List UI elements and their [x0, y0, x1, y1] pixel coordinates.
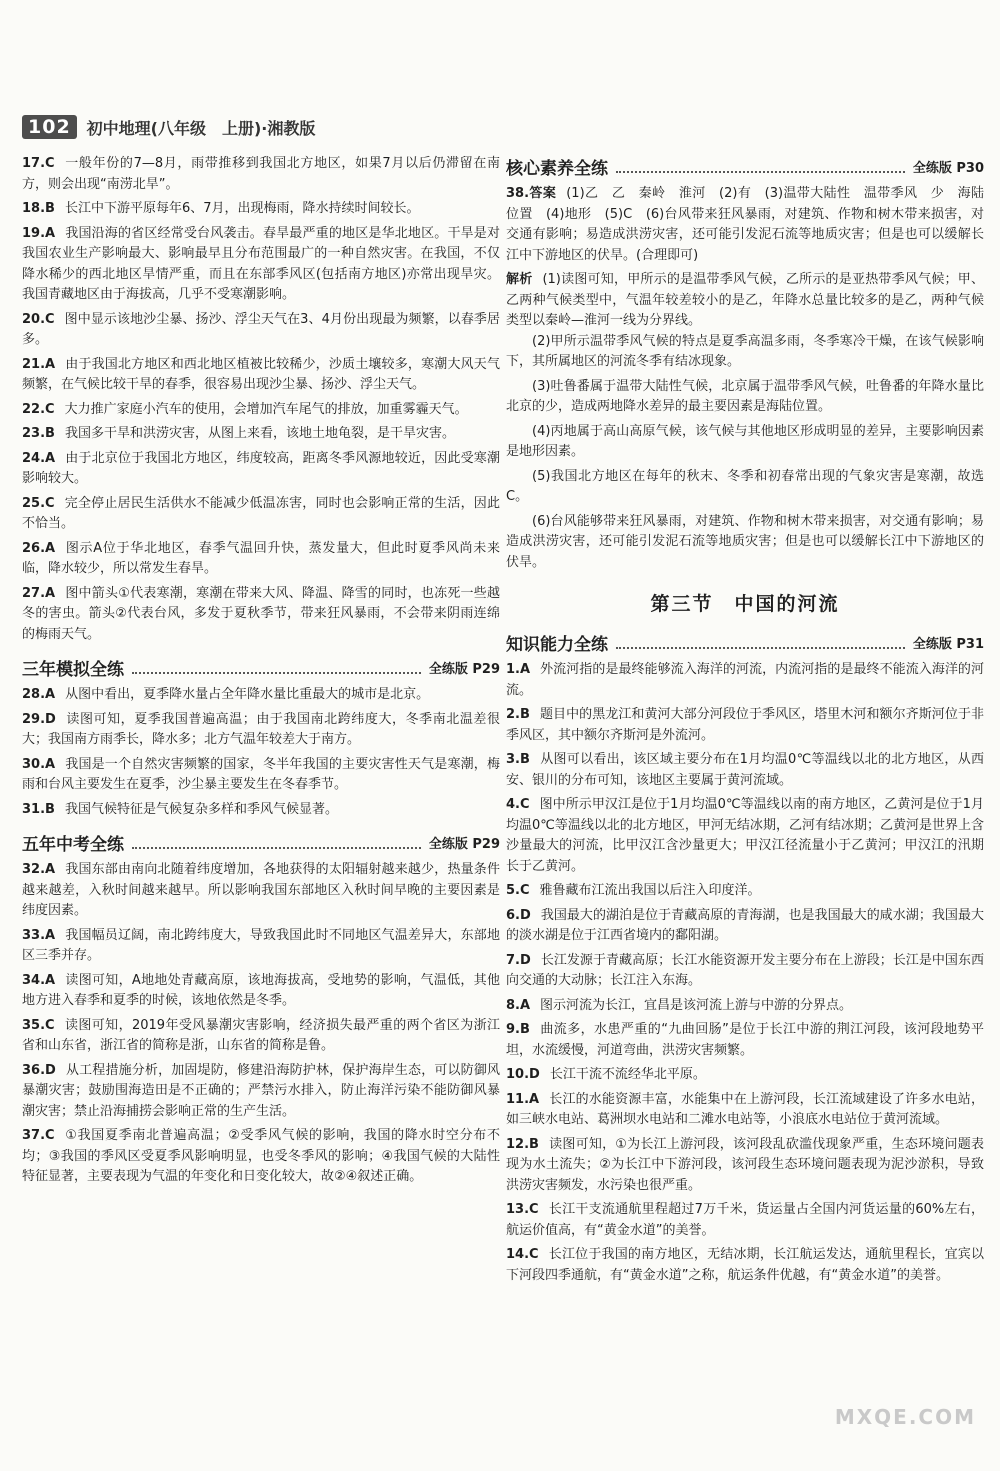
section-header-five-year: [22, 830, 500, 854]
section-title: 核心素养全练: [506, 158, 608, 179]
answer-list-b: [22, 685, 500, 820]
answer-item: [506, 996, 984, 1017]
question-number: 35.C: [22, 1017, 55, 1033]
answer-text: 我国多干旱和洪涝灾害，从图上来看，该地土地龟裂，是干旱灾害。: [64, 426, 455, 441]
page-header: [22, 110, 315, 144]
answer-text: 从工程措施分析，加固堤防，修建沿海防护林，保护海岸生态，可以防御风暴潮灾害；鼓励围海造田是不正确的；严禁污水排入，防止海洋污染不能防御风暴潮灾害；禁止沿海捕捞会影响正常的生产生活。: [22, 1062, 500, 1119]
question-number: 13.C: [506, 1202, 539, 1217]
answer-text: 我国东部由南向北随着纬度增加，各地获得的太阳辐射越来越少，热量条件越来越差，入秋时间越来越早。所以影响我国东部地区入秋时间早晚的主要因素是纬度因素。: [22, 862, 500, 918]
question-number: 37.C: [22, 1128, 55, 1143]
answer-item: [22, 584, 500, 646]
question-number: 28.A: [22, 687, 56, 702]
answer-item: [22, 755, 500, 796]
question-number: 38.答案: [506, 186, 557, 201]
answer-text: 图中显示该地沙尘暴、扬沙、浮尘天气在3、4月份出现最为频繁，以春季居多。: [22, 311, 500, 347]
section-ref: 全练版 P29: [428, 836, 500, 852]
section-title: 三年模拟全练: [22, 659, 124, 680]
left-column: [22, 154, 500, 1192]
answer-text: 曲流多，水患严重的“九曲回肠”是位于长江中游的荆江河段，该河段地势平坦，水流缓慢，河道弯曲，洪涝灾害频繁。: [506, 1022, 984, 1058]
right-column: [506, 154, 984, 1290]
question-number: 18.B: [22, 201, 55, 216]
question-number: 24.A: [22, 450, 56, 466]
question-number: 29.D: [22, 711, 56, 727]
answer-text: 图示A位于华北地区，春季气温回升快，蒸发量大，但此时夏季风尚未来临，降水较少，所以常发生春旱。: [22, 540, 500, 576]
dotted-leader: [132, 661, 421, 674]
answer-text: 由于北京位于我国北方地区，纬度较高，距离冬季风源地较近，因此受寒潮影响较大。: [22, 450, 500, 486]
question-number: 1.A: [506, 662, 531, 677]
section-header-three-year: [22, 655, 500, 679]
answer-text: 长江位于我国的南方地区，无结冰期，长江航运发达，通航里程长，宜宾以下河段四季通航，有“黄金水道”之称，航运条件优越，有“黄金水道”的美誉。: [506, 1247, 984, 1283]
question-number: 34.A: [22, 972, 56, 988]
question-number: 31.B: [22, 801, 55, 817]
answer-text: 我国是一个自然灾害频繁的国家，冬半年我国的主要灾害性天气是寒潮，梅雨和台风主要发生在夏季，沙尘暴主要发生在冬春季节。: [22, 756, 500, 792]
answer-item: [22, 710, 500, 751]
section-ref: 全练版 P30: [912, 160, 984, 176]
answer-text: 我国幅员辽阔，南北跨纬度大，导致我国此时不同地区气温差异大，东部地区三季并存。: [22, 927, 500, 963]
answer-item: [506, 951, 984, 992]
question-number: 2.B: [506, 707, 530, 722]
answer-text: (1)乙 乙 秦岭 淮河 (2)有 (3)温带大陆性 温带季风 少 海陆位置 (4)地形 (5)C (6)台风带来狂风暴雨，对建筑、作物和树木带来损害，对交通有影响；易造成洪涝灾害，还可能引发泥石流等地质灾害；但是也可以缓解长江中下游地区的伏旱。(合理即可): [506, 186, 985, 263]
answer-item: [22, 685, 500, 706]
answer-item: [506, 906, 984, 947]
question-number: 7.D: [506, 952, 531, 968]
answer-item: [22, 1016, 500, 1057]
answer-item: [506, 750, 984, 791]
question-number: 27.A: [22, 585, 56, 601]
answer-text: 图中箭头①代表寒潮，寒潮在带来大风、降温、降雪的同时，也冻死一些越冬的害虫。箭头②代表台风，多发于夏秋季节，带来狂风暴雨，不会带来阴雨连绵的梅雨天气。: [22, 585, 500, 642]
book-title: 初中地理(八年级 上册)·湘教版: [86, 118, 316, 138]
question-number: 12.B: [506, 1136, 539, 1152]
answer-item: [506, 705, 984, 746]
question-number: 3.B: [506, 752, 530, 767]
answer-text: 大力推广家庭小汽车的使用，会增加汽车尾气的排放，加重雾霾天气。: [64, 401, 468, 417]
analysis-para: (3)吐鲁番属于温带大陆性气候，北京属于温带季风气候，吐鲁番的年降水量比北京的少，造成两地降水差异的最主要因素是海陆位置。: [506, 378, 984, 414]
answer-text: 长江中下游平原每年6、7月，出现梅雨，降水持续时间较长。: [64, 201, 420, 216]
dotted-leader: [132, 836, 421, 849]
question-number: 17.C: [22, 156, 55, 171]
answer-item: [22, 310, 500, 351]
answer-item: [506, 881, 984, 902]
q38-analysis-head: [506, 270, 984, 332]
question-number: 6.D: [506, 907, 531, 923]
answer-text: 读图可知，2019年受风暴潮灾害影响，经济损失最严重的两个省区为浙江省和山东省，浙江省的简称是浙，山东省的简称是鲁。: [22, 1017, 500, 1053]
answer-text: 雅鲁藏布江流出我国以后注入印度洋。: [539, 883, 761, 898]
answer-item: [22, 494, 500, 535]
answer-item: [506, 1135, 984, 1197]
answer-text: 图中所示甲汉江是位于1月均温0℃等温线以南的南方地区，乙黄河是位于1月均温0℃等温线以北的北方地区，甲河无结冰期，乙河有结冰期；乙黄河是世界上含沙量最大的河流，比甲汉江含沙量更大；甲汉江径流量小于乙黄河；甲汉江的汛期长于乙黄河。: [506, 797, 984, 874]
question-number: 26.A: [22, 540, 56, 556]
question-number: 5.C: [506, 883, 530, 898]
answer-item: [506, 1245, 984, 1286]
answer-item: [22, 424, 500, 445]
question-number: 8.A: [506, 997, 531, 1013]
answer-text: 外流河指的是最终能够流入海洋的河流，内流河指的是最终不能流入海洋的河流。: [506, 662, 984, 698]
answer-text: 长江干流不流经华北平原。: [549, 1067, 706, 1082]
dotted-leader: [616, 636, 905, 649]
answer-text: 长江的水能资源丰富，水能集中在上游河段，长江流域建设了许多水电站，如三峡水电站、葛洲坝水电站和二滩水电站等，小浪底水电站位于黄河流域。: [506, 1091, 984, 1127]
answer-item: [22, 154, 500, 195]
answer-item: [22, 1061, 500, 1123]
answer-text: 我国沿海的省区经常受台风袭击。春旱最严重的地区是华北地区。干旱是对我国农业生产影响最大、影响最早且分布范围最广的一种自然灾害。在我国，不仅降水稀少的西北地区旱情严重，而且在东部季风区(包括南方地区)亦常出现旱灾。我国青藏地区由于海拔高，几乎不受寒潮影响。: [22, 225, 500, 302]
analysis-para: (1)读图可知，甲所示的是温带季风气候，乙所示的是亚热带季风气候；甲、乙两种气候类型中，气温年较差较小的是乙，年降水总量比较多的是乙，两种气候类型以秦岭—淮河一线为分界线。: [506, 272, 984, 328]
section-header-core: [506, 154, 984, 178]
question-number: 33.A: [22, 927, 56, 943]
answer-text: 从图中看出，夏季降水量占全年降水量比重最大的城市是北京。: [65, 687, 430, 702]
analysis-para: (4)丙地属于高山高原气候，该气候与其他地区形成明显的差异，主要影响因素是地形因素。: [506, 423, 984, 459]
answer-item: [22, 224, 500, 306]
answer-text: 读图可知，①为长江上游河段，该河段乱砍滥伐现象严重，生态环境问题表现为水土流失；②为长江中下游河段，该河段生态环境问题表现为泥沙淤积，导致洪涝灾害频发，水污染也很严重。: [506, 1136, 984, 1193]
answer-item: [506, 1090, 984, 1131]
answer-item: [506, 795, 984, 877]
answer-text: 长江干支流通航里程超过7万千米，货运量占全国内河货运量的60%左右，航运价值高，有“黄金水道”的美誉。: [506, 1202, 984, 1238]
answer-text: 图示河流为长江，宜昌是该河流上游与中游的分界点。: [540, 997, 853, 1013]
answer-item: [22, 199, 500, 220]
question-number: 21.A: [22, 356, 56, 372]
question-number: 14.C: [506, 1247, 539, 1262]
answer-list-a: [22, 154, 500, 645]
section-header-knowledge: [506, 630, 984, 654]
answer-item: [506, 1065, 984, 1086]
chapter-title: 第三节 中国的河流: [650, 593, 840, 615]
answer-item: [22, 800, 500, 821]
question-number: 11.A: [506, 1091, 540, 1107]
question-number: 4.C: [506, 797, 530, 812]
answer-item: [506, 1020, 984, 1061]
question-number: 22.C: [22, 401, 55, 417]
q38-answer: [506, 184, 984, 266]
section-ref: 全练版 P31: [912, 636, 984, 652]
answer-text: 我国气候特征是气候复杂多样和季风气候显著。: [64, 801, 338, 817]
answer-item: [22, 449, 500, 490]
answer-list-rivers: [506, 660, 984, 1286]
answer-item: [506, 660, 984, 701]
analysis-para: (5)我国北方地区在每年的秋末、冬季和初春常出现的气象灾害是寒潮，故选C。: [506, 468, 984, 504]
question-number: 19.A: [22, 225, 56, 241]
question-number: 9.B: [506, 1022, 530, 1037]
answer-text: 题目中的黑龙江和黄河大部分河段位于季风区，塔里木河和额尔齐斯河位于非季风区，其中额尔齐斯河是外流河。: [506, 707, 984, 743]
answer-item: [22, 539, 500, 580]
answer-item: [22, 971, 500, 1012]
answer-text: 长江发源于青藏高原；长江水能资源开发主要分布在上游段；长江是中国东西向交通的大动脉；长江注入东海。: [506, 952, 984, 988]
question-number: 23.B: [22, 426, 55, 441]
question-number: 25.C: [22, 495, 55, 511]
answer-item: [22, 355, 500, 396]
question-number: 30.A: [22, 756, 56, 772]
question-number: 20.C: [22, 311, 55, 327]
question-number: 32.A: [22, 862, 56, 877]
answer-text: 读图可知，夏季我国普遍高温；由于我国南北跨纬度大，冬季南北温差很大；我国南方雨季长，降水多；北方气温年较差大于南方。: [22, 711, 500, 747]
answer-item: [22, 860, 500, 922]
analysis-para: (2)甲所示温带季风气候的特点是夏季高温多雨，冬季寒冷干燥，在该气候影响下，其所属地区的河流冬季有结冰现象。: [506, 333, 984, 369]
analysis-para: (6)台风能够带来狂风暴雨，对建筑、作物和树木带来损害，对交通有影响；易造成洪涝灾害，还可能引发泥石流等地质灾害；但是也可以缓解长江中下游地区的伏旱。: [506, 513, 984, 570]
question-number: 36.D: [22, 1062, 56, 1078]
page-number: 102: [22, 115, 77, 139]
answer-text: 由于我国北方地区和西北地区植被比较稀少，沙质土壤较多，寒潮大风天气频繁，在气候比较干旱的春季，很容易出现沙尘暴、扬沙、浮尘天气。: [22, 356, 500, 392]
answer-list-c: [22, 860, 500, 1188]
section-ref: 全练版 P29: [428, 661, 500, 677]
answer-text: ①我国夏季南北普遍高温；②受季风气候的影响，我国的降水时空分布不均；③我国的季风区受夏季风影响明显，也受冬季风的影响；④我国气候的大陆性特征显著，主要表现为气温的年变化和日变化较大，故②④叙述正确。: [22, 1128, 500, 1184]
answer-text: 读图可知，A地地处青藏高原，该地海拔高，受地势的影响，气温低，其他地方进入春季和夏季的时候，该地依然是冬季。: [22, 972, 500, 1008]
answer-text: 从图可以看出，该区域主要分布在1月均温0℃等温线以北的北方地区，从西安、银川的分布可知，该地区主要属于黄河流域。: [506, 752, 984, 788]
answer-item: [506, 1200, 984, 1241]
answer-text: 我国最大的湖泊是位于青藏高原的青海湖，也是我国最大的咸水湖；我国最大的淡水湖是位于江西省境内的鄱阳湖。: [506, 907, 984, 943]
answer-item: [22, 1126, 500, 1188]
dotted-leader: [616, 160, 905, 173]
analysis-label: 解析: [506, 272, 533, 287]
answer-item: [22, 400, 500, 421]
site-watermark: MXQE.COM: [834, 1405, 976, 1429]
section-title: 知识能力全练: [506, 634, 608, 655]
answer-text: 一般年份的7—8月，雨带推移到我国北方地区，如果7月以后仍滞留在南方，则会出现“南涝北旱”。: [22, 156, 500, 192]
question-number: 10.D: [506, 1067, 540, 1082]
answer-item: [22, 926, 500, 967]
section-title: 五年中考全练: [22, 834, 124, 855]
answer-text: 完全停止居民生活供水不能减少低温冻害，同时也会影响正常的生活，因此不恰当。: [22, 495, 500, 531]
